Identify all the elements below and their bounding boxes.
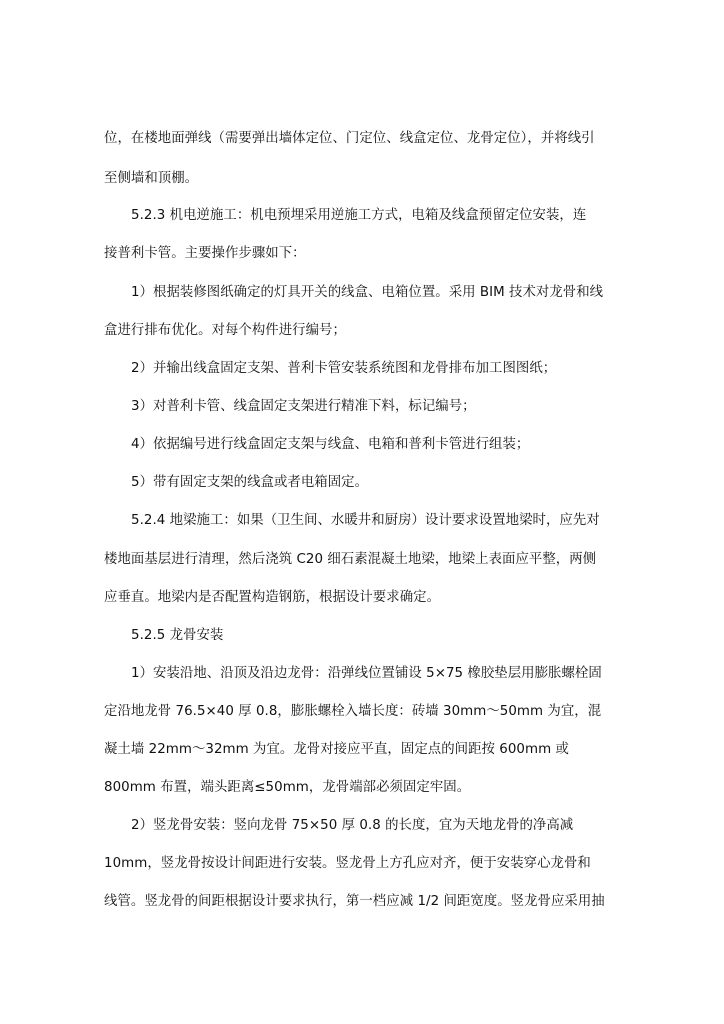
list-item-5: 5）带有固定支架的线盒或者电箱固定。 xyxy=(131,475,369,490)
paragraph-line: 至侧墙和顶棚。 xyxy=(104,171,199,186)
paragraph-line: 800mm 布置，端头距离≤50mm，龙骨端部必须固定牢固。 xyxy=(104,780,471,795)
list-item-2: 2）竖龙骨安装：竖向龙骨 75×50 厚 0.8 的长度，宜为天地龙骨的净高减 xyxy=(131,818,574,833)
list-item-4: 4）依据编号进行线盒固定支架与线盒、电箱和普利卡管进行组装； xyxy=(131,437,530,452)
paragraph-line: 盒进行排布优化。对每个构件进行编号； xyxy=(104,323,346,338)
list-item-3: 3）对普利卡管、线盒固定支架进行精准下料，标记编号； xyxy=(131,399,476,414)
section-heading-5-2-3: 5.2.3 机电逆施工：机电预埋采用逆施工方式，电箱及线盒预留定位安装，连 xyxy=(131,208,587,223)
paragraph-line: 线管。竖龙骨的间距根据设计要求执行，第一档应减 1/2 间距宽度。竖龙骨应采用抽 xyxy=(104,894,605,909)
paragraph-line: 接普利卡管。主要操作步骤如下： xyxy=(104,246,306,261)
paragraph-line: 凝土墙 22mm～32mm 为宜。龙骨对接应平直，固定点的间距按 600mm 或 xyxy=(104,742,569,757)
paragraph-line: 位，在楼地面弹线（需要弹出墙体定位、门定位、线盒定位、龙骨定位），并将线引 xyxy=(104,131,595,146)
section-heading-5-2-4: 5.2.4 地梁施工：如果（卫生间、水暖井和厨房）设计要求设置地梁时，应先对 xyxy=(131,513,600,528)
paragraph-line: 应垂直。地梁内是否配置构造钢筋，根据设计要求确定。 xyxy=(104,590,441,605)
list-item-2: 2）并输出线盒固定支架、普利卡管安装系统图和龙骨排布加工图图纸； xyxy=(131,361,557,376)
paragraph-line: 楼地面基层进行清理，然后浇筑 C20 细石素混凝土地梁，地梁上表面应平整，两侧 xyxy=(104,552,597,567)
paragraph-line: 定沿地龙骨 76.5×40 厚 0.8，膨胀螺栓入墙长度：砖墙 30mm～50mm 为宜，混 xyxy=(104,704,602,719)
list-item-1: 1）安装沿地、沿顶及沿边龙骨：沿弹线位置铺设 5×75 橡胶垫层用膨胀螺栓固 xyxy=(131,666,602,681)
list-item-1: 1）根据装修图纸确定的灯具开关的线盒、电箱位置。采用 BIM 技术对龙骨和线 xyxy=(131,285,604,300)
paragraph-line: 10mm，竖龙骨按设计间距进行安装。竖龙骨上方孔应对齐，便于安装穿心龙骨和 xyxy=(104,856,591,871)
section-heading-5-2-5: 5.2.5 龙骨安装 xyxy=(131,628,224,643)
